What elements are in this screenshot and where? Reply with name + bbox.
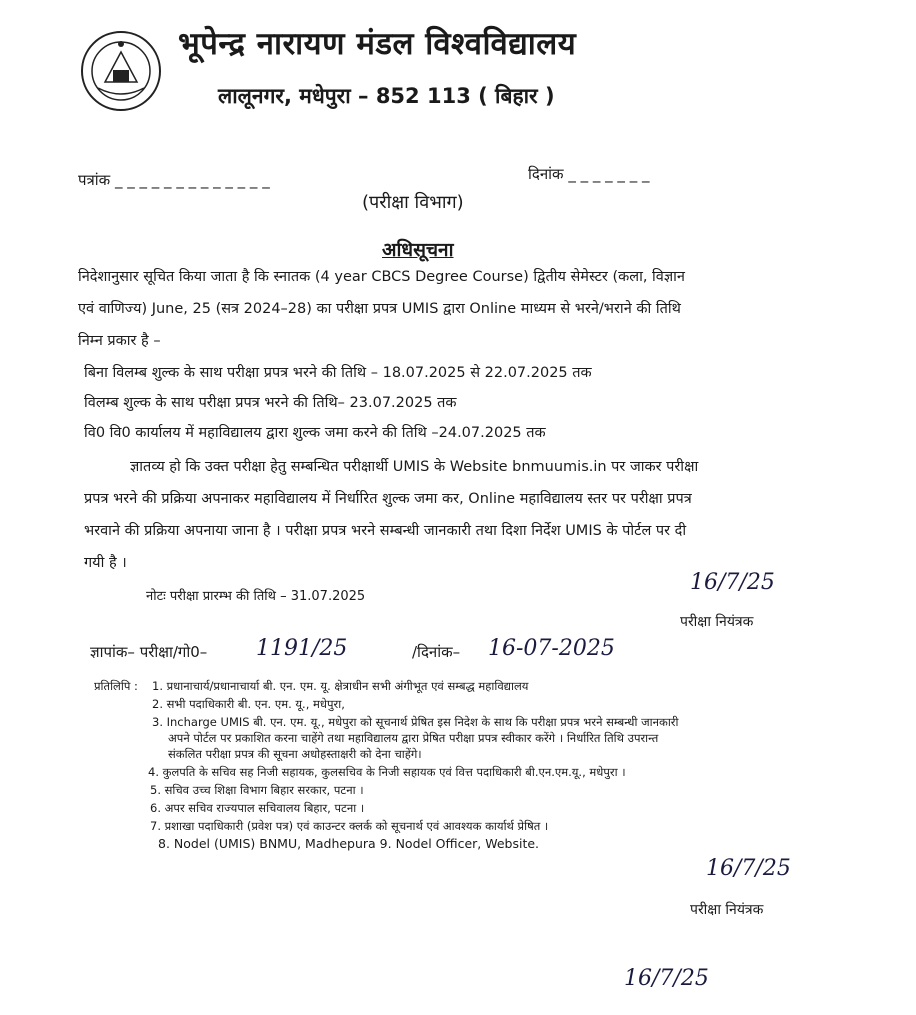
copy-item: 5. सचिव उच्च शिक्षा विभाग बिहार सरकार, पटना । [150,783,364,797]
para1-line: निदेशानुसार सूचित किया जाता है कि स्नातक (4 year CBCS Degree Course) द्वितीय सेमेस्टर (कला, विज्ञान [78,269,685,285]
controller-designation-2: परीक्षा नियंत्रक [690,902,764,918]
memo-date: 16-07-2025 [488,636,615,661]
date-line: वि0 वि0 कार्यालय में महाविद्यालय द्वारा शुल्क जमा करने की तिथि –24.07.2025 तक [84,425,546,441]
department-label: (परीक्षा विभाग) [362,192,464,213]
copy-item: संकलित परीक्षा प्रपत्र की सूचना अधोहस्ताक्षरी को देना चाहेंगे। [168,747,422,761]
para2-line: गयी है । [84,555,127,571]
initials-signature: 16/7/25 [624,966,709,991]
controller-designation: परीक्षा नियंत्रक [680,614,754,630]
copy-item: 1. प्रधानाचार्य/प्रधानाचार्या बी. एन. एम. यू. क्षेत्राधीन सभी अंगीभूत एवं सम्बद्ध महाविद्यालय [152,679,529,693]
para2-line: भरवाने की प्रक्रिया अपनाया जाना है । परीक्षा प्रपत्र भरने सम्बन्धी जानकारी तथा दिशा निर्देश UMIS के पोर्टल पर दी [84,523,687,539]
university-address: लालूनगर, मधेपुरा – 852 113 ( बिहार ) [218,84,555,108]
copy-item: अपने पोर्टल पर प्रकाशित करना चाहेंगे तथा महाविद्यालय द्वारा प्रेषित परीक्षा प्रपत्र स्वीकार करेंगे । निर्धारित तिथि उपरान्त [168,731,659,745]
university-name: भूपेन्द्र नारायण मंडल विश्वविद्यालय [178,26,577,62]
university-seal [80,30,162,112]
copy-item: 3. Incharge UMIS बी. एन. एम. यू., मधेपुरा को सूचनार्थ प्रेषित इस निदेश के साथ कि परीक्षा प्रपत्र भरने सम्बन्धी जानकारी [152,715,679,729]
dinank-field: दिनांक _ _ _ _ _ _ _ [528,165,650,183]
controller-signature-2: 16/7/25 [706,856,791,881]
copy-item: 6. अपर सचिव राज्यपाल सचिवालय बिहार, पटना । [150,801,365,815]
para1-line: एवं वाणिज्य) June, 25 (सत्र 2024–28) का परीक्षा प्रपत्र UMIS द्वारा Online माध्यम से भरने/भराने की तिथि [78,301,681,317]
copy-item: 8. Nodel (UMIS) BNMU, Madhepura 9. Nodel Officer, Website. [158,836,540,851]
para2-line: ज्ञातव्य हो कि उक्त परीक्षा हेतु सम्बन्धित परीक्षार्थी UMIS के Website bnmuumis.in पर जाकर परीक्षा [130,459,699,475]
date-line: बिना विलम्ब शुल्क के साथ परीक्षा प्रपत्र भरने की तिथि – 18.07.2025 से 22.07.2025 तक [84,365,592,381]
gyapank-number: 1191/25 [256,636,348,661]
copy-item: 2. सभी पदाधिकारी बी. एन. एम. यू., मधेपुरा, [152,697,345,711]
exam-start-note: नोटः परीक्षा प्रारम्भ की तिथि – 31.07.2025 [146,589,366,604]
gyapank-label: ज्ञापांक– परीक्षा/गो0– [90,643,208,661]
controller-signature: 16/7/25 [690,570,775,595]
copy-item: 4. कुलपति के सचिव सह निजी सहायक, कुलसचिव के निजी सहायक एवं वित्त पदाधिकारी बी.एन.एम.यू., मधेपुरा । [148,765,626,779]
para2-line: प्रपत्र भरने की प्रक्रिया अपनाकर महाविद्यालय में निर्धारित शुल्क जमा कर, Online महाविद्यालय स्तर पर परीक्षा प्रपत्र [84,491,692,507]
para1-line: निम्न प्रकार है – [78,333,161,349]
patrank-field: पत्रांक _ _ _ _ _ _ _ _ _ _ _ _ _ [78,171,270,189]
notice-title: अधिसूचना [382,239,454,261]
copy-label: प्रतिलिपि : [94,679,138,693]
copy-item: 7. प्रशाखा पदाधिकारी (प्रवेश पत्र) एवं काउन्टर क्लर्क को सूचनार्थ एवं आवश्यक कार्यार्थ प्रेषित । [150,819,549,833]
memo-date-label: /दिनांक– [412,643,461,661]
date-line: विलम्ब शुल्क के साथ परीक्षा प्रपत्र भरने की तिथि– 23.07.2025 तक [84,395,457,411]
